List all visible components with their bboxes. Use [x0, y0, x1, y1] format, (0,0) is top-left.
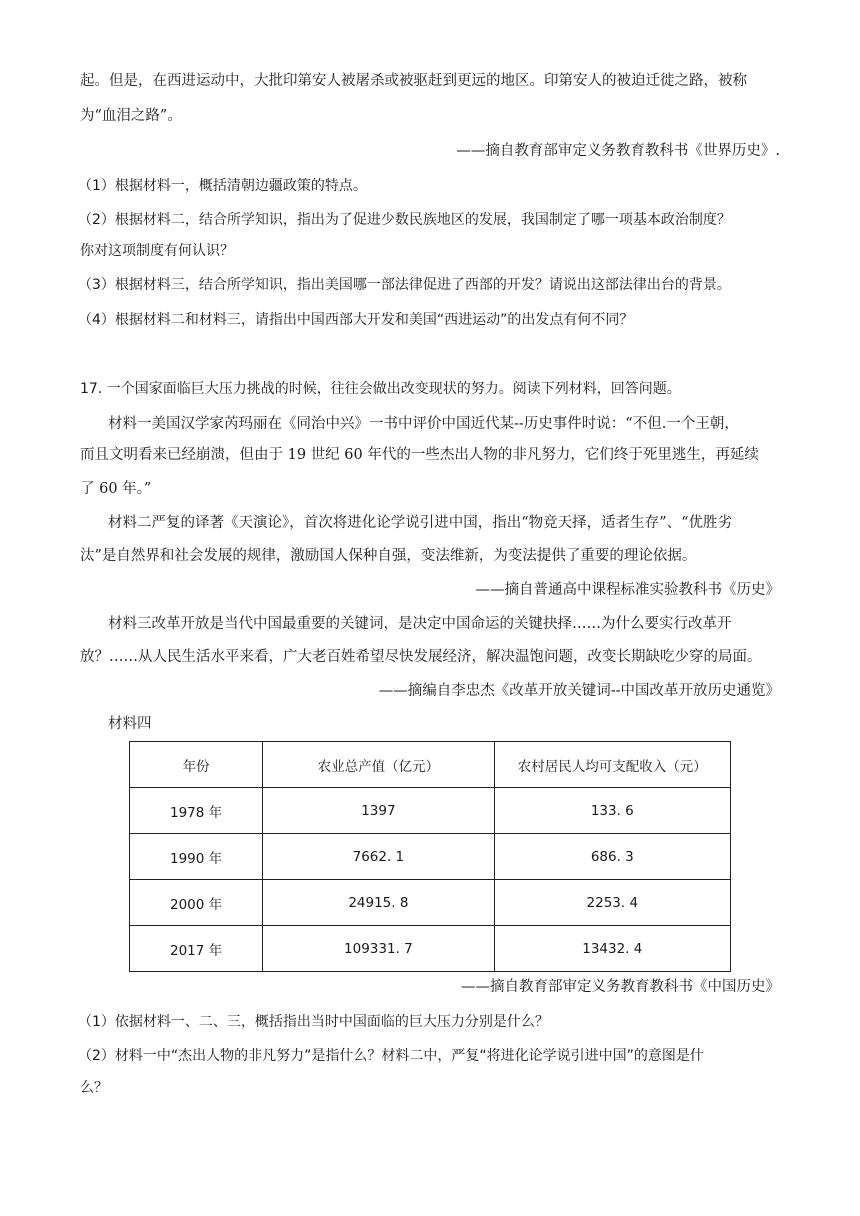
- table-row: [130, 926, 731, 972]
- problem-17-heading: 17. 一个国家面临巨大压力挑战的时候，往往会做出改变现状的努力。阅读下列材料，回答问题。: [80, 381, 681, 397]
- paragraph-line: 起。但是，在西进运动中，大批印第安人被屠杀或被驱赶到更远的地区。印第安人的被迫迁徙之路，被称: [80, 73, 747, 89]
- column-header: 年份: [130, 742, 263, 788]
- table-cell: 24915. 8: [263, 880, 494, 926]
- table-cell: 686. 3: [494, 834, 730, 880]
- table-cell: 2017 年: [130, 926, 263, 972]
- material-2-cont: 汰”是自然界和社会发展的规律，激励国人保种自强，变法维新，为变法提供了重要的理论依据。: [80, 548, 697, 564]
- material-1-cont: 而且文明看来已经崩溃，但由于 19 世纪 60 年代的一些杰出人物的非凡努力，它们终于死里逃生，再延续: [80, 447, 759, 463]
- table-cell: 1978 年: [130, 788, 263, 834]
- question-2: （2）根据材料二，结合所学知识，指出为了促进少数民族地区的发展，我国制定了哪一项基本政治制度？: [78, 212, 731, 228]
- source-citation: ——摘编自李忠杰《改革开放关键词--中国改革开放历史通览》: [378, 683, 780, 699]
- table-row: [130, 788, 731, 834]
- source-citation: ——摘自普通高中课程标准实验教科书《历史》: [475, 582, 780, 598]
- material-4-label: 材料四: [108, 716, 152, 732]
- source-citation: ——摘自教育部审定义务教育教科书《世界历史》.: [456, 143, 780, 159]
- material-3: 材料三改革开放是当代中国最重要的关键词，是决定中国命运的关键抉择……为什么要实行改革开: [108, 616, 732, 632]
- question-2-cont: 你对这项制度有何认识？: [80, 243, 234, 259]
- subquestion-2: （2）材料一中“杰出人物的非凡努力”是指什么？材料二中，严复“将进化论学说引进中国”的意图是什: [78, 1048, 704, 1064]
- column-header: 农业总产值（亿元）: [263, 742, 494, 788]
- table-row: [130, 834, 731, 880]
- table-row: [130, 880, 731, 926]
- material-2: 材料二严复的译著《天演论》，首次将进化论学说引进中国，指出“物竞天择，适者生存”、“优胜劣: [108, 515, 732, 531]
- material-3-cont: 放？……从人民生活水平来看，广大老百姓希望尽快发展经济，解决温饱问题，改变长期缺吃少穿的局面。: [80, 649, 762, 665]
- table-cell: 109331. 7: [263, 926, 494, 972]
- table-cell: 13432. 4: [494, 926, 730, 972]
- subquestion-1: （1）依据材料一、二、三，概括指出当时中国面临的巨大压力分别是什么？: [78, 1014, 549, 1030]
- table-cell: 1990 年: [130, 834, 263, 880]
- table-cell: 133. 6: [494, 788, 730, 834]
- table-cell: 1397: [263, 788, 494, 834]
- subquestion-2-cont: 么？: [80, 1080, 108, 1096]
- table-cell: 2000 年: [130, 880, 263, 926]
- material-1: 材料一美国汉学家芮玛丽在《同治中兴》一书中评价中国近代某--历史事件时说：“不但.一个王朝，: [108, 416, 739, 432]
- column-header: 农村居民人均可支配收入（元）: [494, 742, 730, 788]
- statistics-table: [129, 741, 731, 972]
- table-header-row: [130, 742, 731, 788]
- question-4: （4）根据材料二和材料三，请指出中国西部大开发和美国“西进运动”的出发点有何不同？: [78, 312, 634, 328]
- source-citation: ——摘自教育部审定义务教育教科书《中国历史》: [461, 979, 780, 995]
- material-1-cont: 了 60 年。”: [80, 481, 152, 497]
- question-3: （3）根据材料三，结合所学知识，指出美国哪一部法律促进了西部的开发？请说出这部法律出台的背景。: [78, 277, 731, 293]
- question-1: （1）根据材料一，概括清朝边疆政策的特点。: [78, 178, 367, 194]
- paragraph-line: 为“血泪之路”。: [80, 108, 182, 124]
- table-cell: 7662. 1: [263, 834, 494, 880]
- table-cell: 2253. 4: [494, 880, 730, 926]
